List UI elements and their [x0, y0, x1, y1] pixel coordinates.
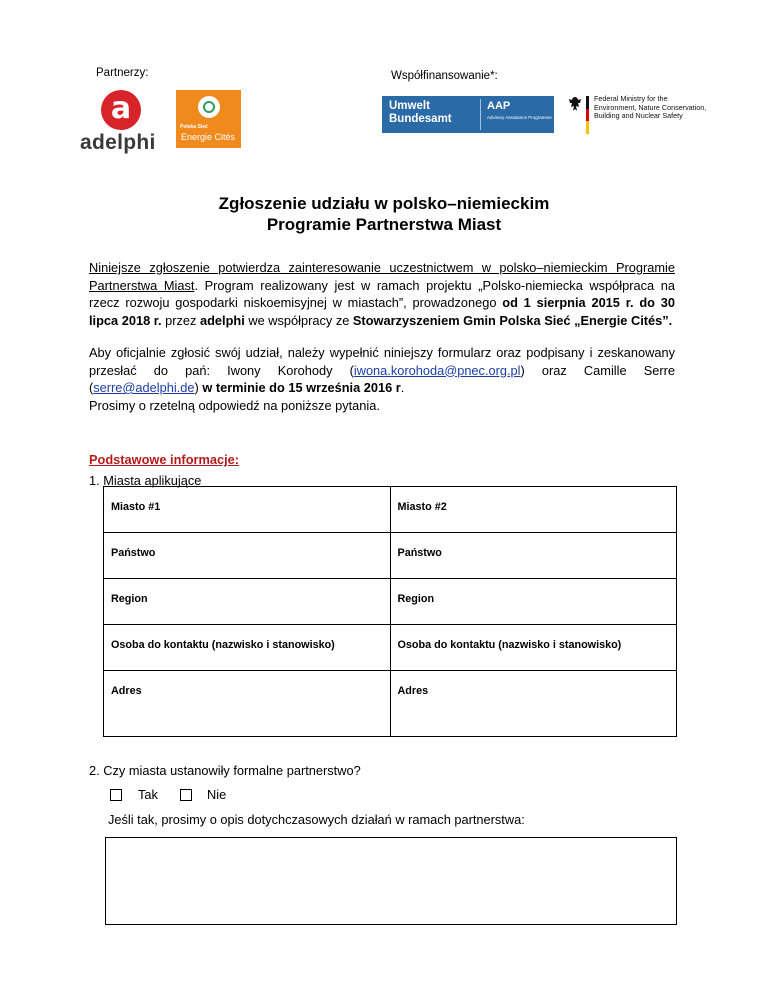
intro-paragraph-1 [89, 259, 675, 329]
question-1: 1. Miasta aplikujące [89, 473, 202, 488]
energie-cites-logo [176, 90, 241, 148]
federal-eagle-icon [568, 96, 582, 113]
uba-logo-line2: Bundesamt [389, 113, 452, 125]
intro-paragraph-3: Prosimy o rzetelną odpowiedź na poniższe pytania. [89, 398, 380, 413]
table-row [104, 579, 677, 625]
energie-cites-emblem-icon [198, 96, 220, 118]
table-row [104, 625, 677, 671]
intro-p2-text-c: ) [194, 380, 203, 395]
checkbox-no-label: Nie [207, 787, 227, 802]
table-cell-address2[interactable]: Adres [390, 671, 677, 737]
energie-cites-logo-line1: Polska Sieć [180, 124, 208, 130]
aap-logo-text: AAP [487, 100, 511, 112]
intro-confirmation-text: Niniejsze zgłoszenie potwierdza zainteresowanie uczestnictwem w polsko–niemieckim Programie Partnerstwa Miast [89, 260, 675, 293]
intro-paragraph-2 [89, 344, 675, 397]
bmub-line1: Federal Ministry for the [594, 94, 668, 103]
bmub-line2: Environment, Nature Conservation, [594, 102, 707, 112]
table-row [104, 671, 677, 737]
checkbox-no[interactable] [180, 789, 192, 801]
table-cell-contact1[interactable]: Osoba do kontaktu (nazwisko i stanowisko) [104, 625, 391, 671]
intro-p1-text-c: przez [161, 312, 200, 328]
table-cell-contact2[interactable]: Osoba do kontaktu (nazwisko i stanowisko) [390, 625, 677, 671]
intro-p1-dates: od 1 sierpnia 2015 r. do 30 lipca 2018 r. [89, 295, 675, 328]
adelphi-logo-icon [101, 90, 141, 130]
table-cell-country2[interactable]: Państwo [390, 533, 677, 579]
followup-prompt: Jeśli tak, prosimy o opis dotychczasowych działań w ramach partnerstwa: [108, 812, 525, 827]
cofinancing-label: Współfinansowanie*: [391, 70, 498, 82]
intro-p2-text-a: Aby oficjalnie zgłosić swój udział, należy wypełnić niniejszy formularz oraz podpisany i zeskanowany przesłać do pań: Iwony Korohody ( [89, 345, 675, 378]
intro-p2-deadline: w terminie do 15 września 2016 r [202, 380, 401, 395]
intro-p1-adelphi: adelphi [199, 312, 245, 328]
bmub-logo-text [594, 95, 706, 121]
table-cell-region1[interactable]: Region [104, 579, 391, 625]
intro-p1-text-e: we współpracy ze [244, 312, 353, 328]
table-cell-address1[interactable]: Adres [104, 671, 391, 737]
checkbox-yes[interactable] [110, 789, 122, 801]
question-2: 2. Czy miasta ustanowiły formalne partnerstwo? [89, 763, 361, 778]
email-link-serre[interactable]: serre@adelphi.de [93, 380, 195, 395]
title-line2: Programie Partnerstwa Miast [266, 215, 502, 234]
table-cell-city1[interactable]: Miasto #1 [104, 487, 391, 533]
partners-label: Partnerzy: [96, 67, 149, 79]
intro-p2-text-b: ) oraz Camille Serre ( [89, 362, 675, 395]
uba-logo-text [389, 100, 452, 126]
intro-p1-association: Stowarzyszeniem Gmin Polska Sieć „Energie Cités”. [352, 312, 673, 328]
table-row [104, 533, 677, 579]
intro-p1-text-a: . Program realizowany jest w ramach projektu „Polsko-niemiecka współpraca na rzecz rozwoju gospodarki niskoemisyjnej w miastach”, prowadzonego [89, 277, 675, 310]
uba-logo-divider [480, 99, 481, 130]
email-link-korohoda[interactable]: iwona.korohoda@pnec.org.pl [353, 362, 521, 378]
table-cell-region2[interactable]: Region [390, 579, 677, 625]
adelphi-logo-letter: a [110, 91, 132, 126]
energie-cites-logo-line2: Energie Cités [181, 132, 236, 142]
partnership-description-field[interactable] [105, 837, 677, 925]
table-cell-city2[interactable]: Miasto #2 [390, 487, 677, 533]
title-line1: Zgłoszenie udziału w polsko–niemieckim [218, 194, 550, 213]
checkbox-yes-label: Tak [138, 787, 158, 802]
intro-p2-text-e: . [400, 380, 405, 395]
uba-logo-line1: Umwelt [389, 100, 430, 112]
table-cell-country1[interactable]: Państwo [104, 533, 391, 579]
adelphi-logo-text: adelphi [80, 131, 156, 154]
aap-logo-subtext: Advisory Assistance Programme [487, 115, 552, 120]
german-flag-icon [586, 96, 589, 134]
section-heading: Podstawowe informacje: [89, 452, 240, 467]
bmub-line3: Building and Nuclear Safety [594, 111, 683, 120]
umweltbundesamt-aap-logo [382, 96, 554, 133]
table-row [104, 487, 677, 533]
document-title [0, 193, 768, 235]
applicant-cities-table [103, 486, 677, 737]
